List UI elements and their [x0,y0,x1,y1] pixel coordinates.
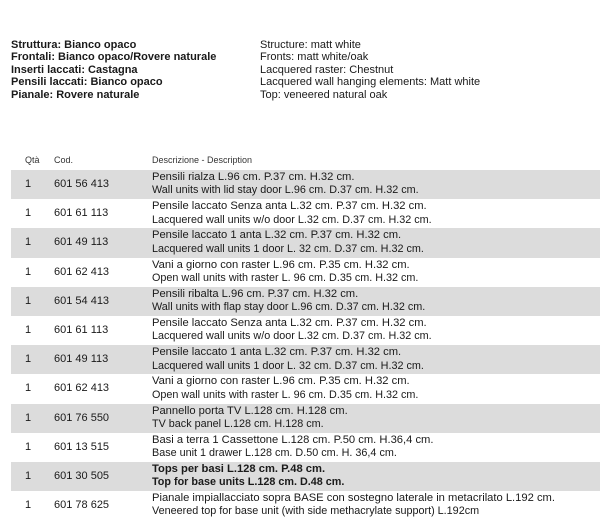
row-qty: 1 [25,499,32,512]
description-italian: Vani a giorno con raster L.96 cm. P.35 cm. H.32 cm. [152,258,410,271]
row-code: 601 49 113 [54,353,109,366]
row-description [152,171,419,198]
description-italian: Basi a terra 1 Cassettone L.128 cm. P.50 cm. H.36,4 cm. [152,433,434,446]
row-code: 601 76 550 [54,411,110,424]
description-english: Open wall units with raster L. 96 cm. D.35 cm. H.32 cm. [152,271,419,284]
row-description [152,317,432,344]
parts-table [11,155,600,520]
row-qty: 1 [25,440,32,453]
spec-it: Pensili laccati: Bianco opaco [11,76,163,89]
row-description [152,463,344,490]
table-header [11,155,600,170]
header-description: Descrizione - Description [152,155,253,165]
description-english: TV back panel L.128 cm. H.128 cm. [152,417,324,430]
table-row [11,228,600,257]
table-row [11,404,600,433]
table-row [11,374,600,403]
table-row [11,433,600,462]
row-code: 601 61 113 [54,323,109,336]
row-description [152,259,418,286]
row-code: 601 78 625 [54,499,110,512]
row-description [152,200,432,227]
row-code: 601 62 413 [54,382,110,395]
table-body [11,170,600,520]
table-row [11,316,600,345]
description-english: Open wall units with raster L. 96 cm. D.35 cm. H.32 cm. [152,388,419,401]
spec-it: Struttura: Bianco opaco [11,39,137,51]
row-description [152,405,348,432]
spec-en: Top: veneered natural oak [260,88,388,101]
description-english: Lacquered wall units w/o door L.32 cm. D.37 cm. H.32 cm. [152,213,432,226]
row-description [152,434,433,461]
row-qty: 1 [25,236,32,249]
row-qty: 1 [25,469,32,482]
description-italian: Pensile laccato 1 anta L.32 cm. P.37 cm. H.32 cm. [152,346,402,359]
row-qty: 1 [25,265,32,278]
table-row [11,345,600,374]
spec-en: Fronts: matt white/oak [260,51,369,64]
row-qty: 1 [25,353,32,366]
description-italian: Pensile laccato 1 anta L.32 cm. P.37 cm. H.32 cm. [152,229,402,242]
row-code: 601 54 413 [54,294,110,307]
description-italian: Pensile laccato Senza anta L.32 cm. P.37 cm. H.32 cm. [152,316,427,329]
spec-en: Lacquered wall hanging elements: Matt white [260,76,481,89]
description-italian: Pensili rialza L.96 cm. P.37 cm. H.32 cm. [152,171,355,183]
row-code: 601 49 113 [54,236,109,249]
row-code: 601 30 505 [54,469,110,482]
row-qty: 1 [25,178,32,190]
description-italian: Pensili ribalta L.96 cm. P.37 cm. H.32 cm. [152,287,359,300]
row-qty: 1 [25,382,32,395]
row-description [152,229,424,256]
table-row [11,258,600,287]
row-description [152,288,425,315]
description-italian: Tops per basi L.128 cm. P.48 cm. [152,462,326,475]
row-code: 601 61 113 [54,207,109,220]
row-code: 601 62 413 [54,265,110,278]
spec-it: Frontali: Bianco opaco/Rovere naturale [11,51,217,64]
spec-it: Inserti laccati: Castagna [11,63,138,76]
table-row [11,287,600,316]
spec-en: Lacquered raster: Chestnut [260,63,394,76]
row-code: 601 13 515 [54,440,110,453]
header-code: Cod. [54,155,74,165]
row-description [152,346,424,373]
row-qty: 1 [25,323,32,336]
description-italian: Vani a giorno con raster L.96 cm. P.35 cm. H.32 cm. [152,375,410,388]
row-description [152,375,418,402]
header-qty: Qtà [25,155,40,165]
description-english: Wall units with flap stay door L.96 cm. D.37 cm. H.32 cm. [152,301,426,314]
description-english: Base unit 1 drawer L.128 cm. D.50 cm. H. 36,4 cm. [152,447,397,460]
row-qty: 1 [25,411,32,424]
description-english: Lacquered wall units w/o door L.32 cm. D.37 cm. H.32 cm. [152,330,432,343]
row-description [152,492,555,519]
spec-it: Pianale: Rovere naturale [11,88,140,101]
table-row [11,199,600,228]
row-qty: 1 [25,207,32,220]
description-english: Lacquered wall units 1 door L. 32 cm. D.37 cm. H.32 cm. [152,242,424,255]
row-qty: 1 [25,294,32,307]
table-row [11,491,600,520]
table-row [11,170,600,199]
description-italian: Pannello porta TV L.128 cm. H.128 cm. [152,404,348,417]
description-english: Veneered top for base unit (with side methacrylate support) L.192cm [152,505,480,518]
description-english: Wall units with lid stay door L.96 cm. D.37 cm. H.32 cm. [152,184,419,197]
description-italian: Pianale impiallacciato sopra BASE con sostegno laterale in metacrilato L.192 cm. [152,492,555,505]
description-italian: Pensile laccato Senza anta L.32 cm. P.37 cm. H.32 cm. [152,200,427,213]
spec-en: Structure: matt white [260,39,361,51]
description-english: Top for base units L.128 cm. D.48 cm. [152,476,345,489]
row-code: 601 56 413 [54,178,110,190]
table-row [11,462,600,491]
description-english: Lacquered wall units 1 door L. 32 cm. D.37 cm. H.32 cm. [152,359,424,372]
